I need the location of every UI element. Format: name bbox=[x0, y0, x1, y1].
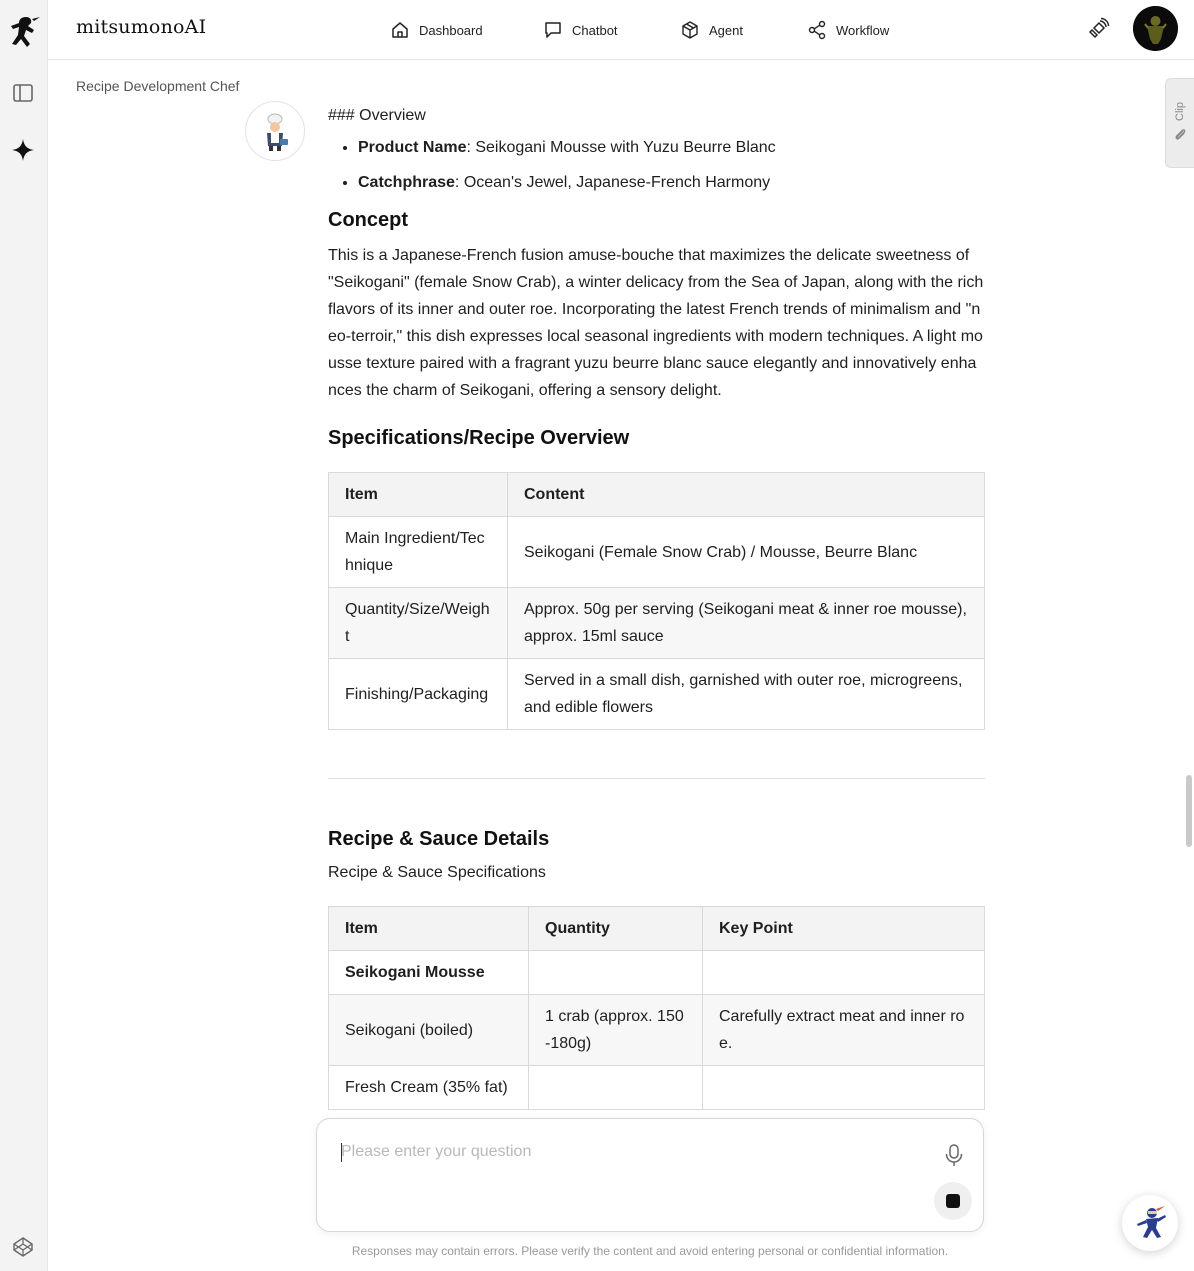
table-cell bbox=[529, 1066, 703, 1110]
assistant-fab-button[interactable] bbox=[1122, 1195, 1178, 1251]
package-icon bbox=[680, 20, 700, 40]
list-item bbox=[358, 134, 985, 161]
question-input[interactable] bbox=[341, 1139, 921, 1165]
table-header: Content bbox=[508, 473, 985, 517]
bot-avatar bbox=[245, 101, 305, 161]
brand-name[interactable]: mitsumonoAI bbox=[76, 16, 207, 38]
table-cell bbox=[703, 951, 985, 995]
table-header: Key Point bbox=[703, 907, 985, 951]
home-icon bbox=[390, 20, 410, 40]
bullet-label: Catchphrase bbox=[358, 174, 455, 191]
stop-button[interactable] bbox=[934, 1182, 972, 1220]
table-cell: 1 crab (approx. 150-180g) bbox=[529, 995, 703, 1066]
recipe-subtitle: Recipe & Sauce Specifications bbox=[328, 864, 546, 881]
share-nodes-icon bbox=[807, 20, 827, 40]
nav-dashboard-label: Dashboard bbox=[419, 22, 483, 38]
message-scroll-area[interactable] bbox=[300, 62, 1020, 1110]
stop-icon bbox=[946, 1194, 960, 1208]
table-header: Quantity bbox=[529, 907, 703, 951]
assistant-message bbox=[328, 102, 985, 1110]
scrollbar[interactable] bbox=[1186, 775, 1192, 847]
table-header: Item bbox=[329, 473, 508, 517]
concept-text: This is a Japanese-French fusion amuse-bouche that maximizes the delicate sweetness of "Seikogani" (female Snow Crab), a winter delicacy from the Sea of Japan, along with the rich flavors of its inner and outer roe. Incorporating the latest French trends of minimalism and "neo-terroir," this dish expresses local seasonal ingredients with modern techniques. A light mousse texture paired with a fragrant yuzu beurre blanc sauce elegantly and innovatively enhances the charm of Seikogani, offering a sensory delight. bbox=[328, 247, 984, 399]
bullet-value: : Ocean's Jewel, Japanese-French Harmony bbox=[454, 174, 771, 191]
clip-label: Clip bbox=[1174, 102, 1186, 121]
spec-table bbox=[328, 472, 985, 730]
table-cell: Fresh Cream (35% fat) bbox=[329, 1066, 529, 1110]
codepen-cube-icon[interactable] bbox=[12, 1236, 34, 1258]
ninja-mascot-icon bbox=[1132, 1205, 1168, 1241]
nav-workflow-label: Workflow bbox=[836, 22, 890, 38]
chef-avatar-icon bbox=[246, 102, 305, 161]
recipe-heading: Recipe & Sauce Details bbox=[328, 828, 550, 850]
table-header: Item bbox=[329, 907, 529, 951]
left-rail bbox=[0, 0, 48, 1271]
table-cell: Seikogani (boiled) bbox=[329, 995, 529, 1066]
table-row bbox=[329, 588, 985, 659]
nav-dashboard[interactable] bbox=[390, 0, 483, 60]
bullet-label: Product Name bbox=[358, 139, 467, 156]
chat-bubble-icon bbox=[543, 20, 563, 40]
nav-agent-label: Agent bbox=[709, 22, 743, 38]
chat-input-box bbox=[316, 1118, 984, 1232]
nav-workflow[interactable] bbox=[807, 0, 889, 60]
sidebar-toggle-icon[interactable] bbox=[12, 82, 34, 104]
agent-name: Recipe Development Chef bbox=[76, 78, 240, 94]
disclaimer: Responses may contain errors. Please verify the content and avoid entering personal or confidential information. bbox=[351, 1244, 949, 1258]
nav-chatbot[interactable] bbox=[543, 0, 618, 60]
table-cell: Served in a small dish, garnished with outer roe, microgreens, and edible flowers bbox=[508, 659, 985, 730]
ninja-logo-icon[interactable] bbox=[6, 14, 42, 52]
table-cell bbox=[703, 1066, 985, 1110]
table-row bbox=[329, 1066, 985, 1110]
clip-tab[interactable] bbox=[1165, 78, 1194, 168]
table-row bbox=[329, 995, 985, 1066]
spec-heading: Specifications/Recipe Overview bbox=[328, 427, 630, 449]
table-cell: Quantity/Size/Weight bbox=[329, 588, 508, 659]
table-row bbox=[329, 517, 985, 588]
list-item bbox=[358, 169, 985, 196]
table-cell: Seikogani (Female Snow Crab) / Mousse, Beurre Blanc bbox=[508, 517, 985, 588]
satellite-icon[interactable] bbox=[1086, 17, 1110, 41]
user-avatar[interactable] bbox=[1133, 6, 1178, 51]
microphone-icon[interactable] bbox=[943, 1143, 965, 1167]
sparkle-icon[interactable] bbox=[11, 138, 35, 162]
table-cell: Finishing/Packaging bbox=[329, 659, 508, 730]
table-cell: Main Ingredient/Technique bbox=[329, 517, 508, 588]
divider bbox=[328, 778, 985, 779]
text-caret bbox=[341, 1143, 342, 1162]
table-cell: Seikogani Mousse bbox=[329, 951, 529, 995]
table-cell: Approx. 50g per serving (Seikogani meat & inner roe mousse), approx. 15ml sauce bbox=[508, 588, 985, 659]
table-row bbox=[329, 951, 985, 995]
bullet-value: : Seikogani Mousse with Yuzu Beurre Blanc bbox=[466, 139, 776, 156]
paperclip-icon bbox=[1173, 127, 1188, 142]
table-row bbox=[329, 659, 985, 730]
recipe-table bbox=[328, 906, 985, 1110]
nav-chatbot-label: Chatbot bbox=[572, 22, 618, 38]
overview-heading: ### Overview bbox=[328, 107, 426, 124]
top-bar bbox=[48, 0, 1194, 60]
table-cell: Carefully extract meat and inner roe. bbox=[703, 995, 985, 1066]
nav-agent[interactable] bbox=[680, 0, 743, 60]
table-cell bbox=[529, 951, 703, 995]
user-avatar-figure-icon bbox=[1133, 6, 1178, 51]
concept-heading: Concept bbox=[328, 209, 408, 231]
overview-list bbox=[328, 134, 985, 196]
